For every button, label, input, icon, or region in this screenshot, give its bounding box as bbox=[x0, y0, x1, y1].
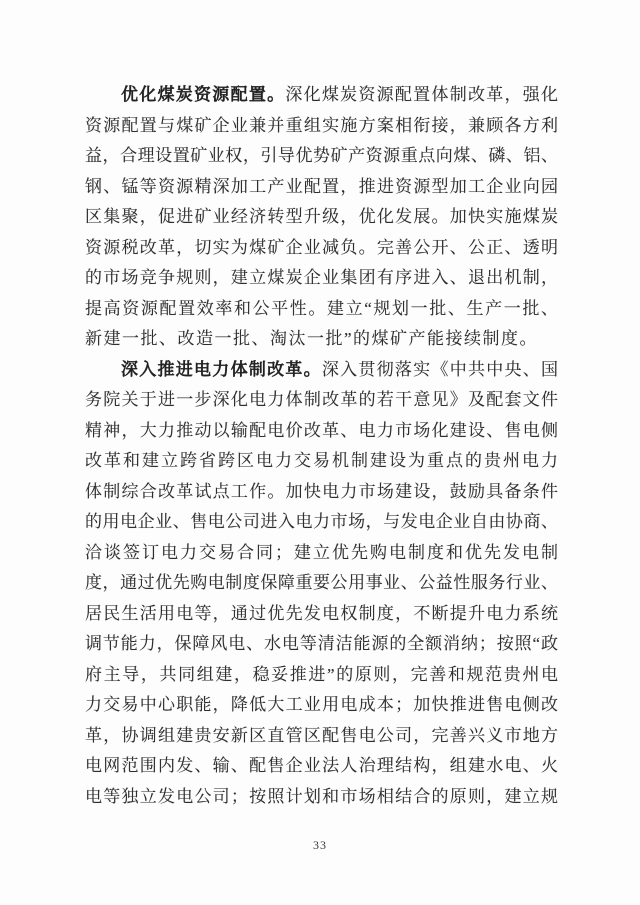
paragraph-lead: 优化煤炭资源配置。 bbox=[121, 85, 286, 104]
text-line: 精神，大力推动以输配电价改革、电力市场化建设、售电侧 bbox=[85, 420, 558, 440]
text-line: 的用电企业、售电公司进入电力市场，与发电企业自由协商、 bbox=[85, 512, 558, 531]
text-line: 体制综合改革试点工作。加快电力市场建设，鼓励具备条件 bbox=[85, 481, 558, 501]
text-line: 提高资源配置效率和公平性。建立“规划一批、生产一批、 bbox=[85, 298, 558, 318]
text-line bbox=[85, 355, 558, 386]
text-line: 资源配置与煤矿企业兼并重组实施方案相衔接，兼顾各方利 bbox=[85, 115, 558, 135]
text-line: 新建一批、改造一批、淘汰一批”的煤矿产能接续制度。 bbox=[85, 329, 539, 348]
text-line bbox=[85, 80, 558, 111]
text-line: 度，通过优先购电制度保障重要公用事业、公益性服务行业、 bbox=[85, 573, 558, 592]
text-line: 的市场竞争规则，建立煤炭企业集团有序进入、退出机制， bbox=[85, 268, 558, 287]
text-line: 益，合理设置矿业权，引导优势矿产资源重点向煤、磷、铝、 bbox=[85, 146, 558, 165]
text-line: 居民生活用电等，通过优先发电权制度，不断提升电力系统 bbox=[85, 603, 558, 623]
text-line: 电网范围内发、输、配售企业法人治理结构，组建水电、火 bbox=[85, 756, 558, 775]
text-line: 电等独立发电公司；按照计划和市场相结合的原则，建立规 bbox=[85, 786, 558, 806]
text-line: 区集聚，促进矿业经济转型升级，优化发展。加快实施煤炭 bbox=[85, 207, 558, 226]
text-line: 调节能力，保障风电、水电等清洁能源的全额消纳；按照“政 bbox=[85, 634, 558, 653]
text-line: 改革和建立跨省跨区电力交易机制建设为重点的贵州电力 bbox=[85, 451, 558, 470]
text-line: 务院关于进一步深化电力体制改革的若干意见》及配套文件 bbox=[85, 390, 558, 409]
document-content bbox=[85, 80, 558, 812]
text-run: 深入贯彻落实《中共中央、国 bbox=[321, 359, 558, 379]
text-line: 革，协调组建贵安新区直管区配售电公司，完善兴义市地方 bbox=[85, 725, 558, 745]
text-line: 力交易中心职能，降低大工业用电成本；加快推进售电侧改 bbox=[85, 695, 558, 714]
text-run: 深化煤炭资源配置体制改革，强化 bbox=[285, 85, 558, 104]
text-line: 资源税改革，切实为煤矿企业减负。完善公开、公正、透明 bbox=[85, 237, 558, 257]
text-line: 府主导，共同组建，稳妥推进”的原则，完善和规范贵州电 bbox=[85, 664, 558, 684]
text-line: 钢、锰等资源精深加工产业配置，推进资源型加工企业向园 bbox=[85, 176, 558, 196]
page-number: 33 bbox=[313, 838, 327, 852]
text-line: 洽谈签订电力交易合同；建立优先购电制度和优先发电制 bbox=[85, 542, 558, 562]
paragraph-lead: 深入推进电力体制改革。 bbox=[121, 359, 322, 379]
